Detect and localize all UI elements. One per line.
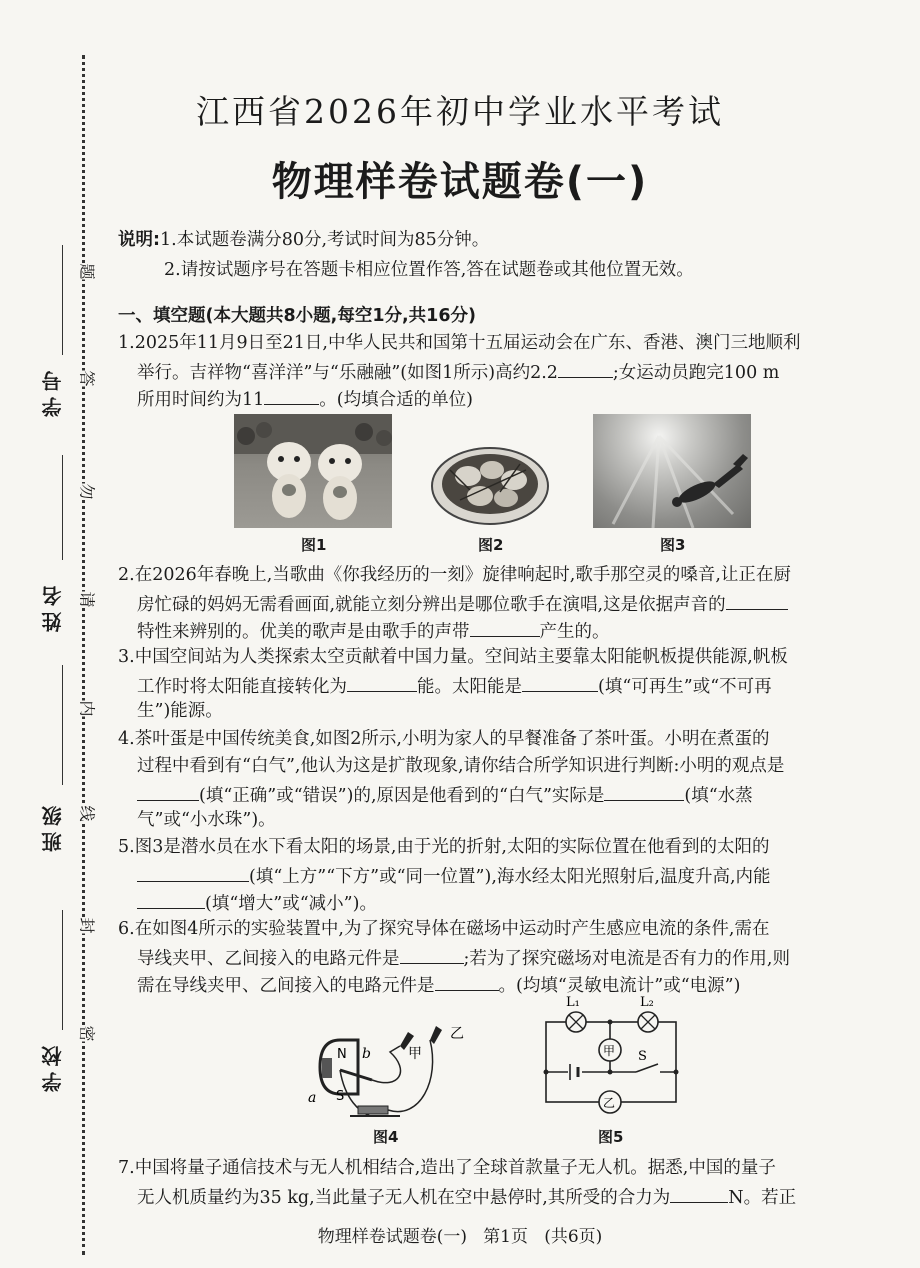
- answer-blank[interactable]: [264, 384, 319, 405]
- q1-line-3: 所用时间约为11 。(均填合适的单位): [137, 384, 473, 414]
- q3-line-3: 生”)能源。: [137, 701, 223, 721]
- fig4-label-a: a: [308, 1090, 317, 1106]
- fig5-label-l2: L₂: [640, 995, 654, 1010]
- answer-blank[interactable]: [670, 1182, 728, 1203]
- fig4-label-yi: 乙: [450, 1026, 464, 1042]
- diver-underwater-image: [593, 414, 751, 528]
- answer-blank[interactable]: [347, 671, 417, 692]
- answer-blank[interactable]: [137, 780, 199, 801]
- figure-2-photo: [430, 440, 550, 526]
- margin-blank-line: [62, 455, 63, 560]
- q6-line-1: 6.在如图4所示的实验装置中,为了探究导体在磁场中运动时产生感应电流的条件,需在: [118, 919, 770, 939]
- margin-label-student-id: 学号: [41, 365, 65, 417]
- margin-label-school: 学校: [41, 1040, 65, 1092]
- q3-line-1: 3.中国空间站为人类探索太空贡献着中国力量。空间站主要靠太阳能帆板提供能源,帆板: [118, 647, 788, 667]
- q5-line-2: (填“上方”“下方”或“同一位置”),海水经太阳光照射后,温度升高,内能: [137, 861, 771, 891]
- answer-blank[interactable]: [137, 888, 205, 909]
- fig5-label-s: S: [638, 1049, 647, 1064]
- answer-blank[interactable]: [604, 780, 684, 801]
- margin-blank-line: [62, 665, 63, 785]
- q7-line-2: 无人机质量约为35 kg,当此量子无人机在空中悬停时,其所受的合力为 N。若正: [137, 1182, 796, 1212]
- figure-4-caption: 图4: [373, 1128, 399, 1146]
- fig5-label-jia: 甲: [603, 1044, 616, 1058]
- answer-blank[interactable]: [726, 589, 788, 610]
- seal-char: 请: [75, 591, 102, 607]
- section-heading: 一、填空题(本大题共8小题,每空1分,共16分): [118, 306, 476, 326]
- answer-blank[interactable]: [137, 861, 249, 882]
- figure-2-caption: 图2: [478, 536, 504, 554]
- exam-title: 江西省2026年初中学业水平考试: [196, 92, 724, 131]
- tea-eggs-image: [430, 440, 550, 526]
- margin-blank-line: [62, 245, 63, 355]
- instructions-label: 说明:: [118, 230, 160, 250]
- answer-blank[interactable]: [435, 970, 499, 991]
- figure-5-circuit: [540, 992, 690, 1124]
- figure-1-caption: 图1: [301, 536, 327, 554]
- paper-title: 物理样卷试题卷(一): [271, 159, 649, 205]
- fig4-label-s: S: [336, 1089, 345, 1104]
- page-footer: 物理样卷试题卷(一) 第1页 (共6页): [317, 1227, 603, 1247]
- figure-4-diagram: [300, 1020, 490, 1130]
- figure-3-photo: [593, 414, 751, 528]
- binding-dotted-line: [82, 55, 85, 1255]
- q4-line-4: 气”或“小水珠”)。: [137, 810, 276, 830]
- answer-blank[interactable]: [400, 943, 464, 964]
- instructions-line-1: [118, 227, 489, 254]
- q2-line-2: 房忙碌的妈妈无需看画面,就能立刻分辨出是哪位歌手在演唱,这是依据声音的: [137, 589, 788, 619]
- figure-3-caption: 图3: [660, 536, 686, 554]
- seal-char: 内: [75, 700, 102, 716]
- q2-line-1: 2.在2026年春晚上,当歌曲《你我经历的一刻》旋律响起时,歌手那空灵的嗓音,让正在厨: [118, 565, 791, 585]
- margin-label-name: 姓名: [41, 580, 65, 632]
- q4-line-3: (填“正确”或“错误”)的,原因是他看到的“白气”实际是 (填“水蒸: [137, 780, 753, 810]
- q1-line-2: 举行。吉祥物“喜洋洋”与“乐融融”(如图1所示)高约2.2 ;女运动员跑完100 m: [137, 357, 779, 387]
- seal-char: 答: [75, 370, 102, 386]
- instructions-line-2: 2.请按试题序号在答题卡相应位置作答,答在试题卷或其他位置无效。: [164, 260, 694, 280]
- seal-char: 密: [75, 1025, 102, 1041]
- q7-line-1: 7.中国将量子通信技术与无人机相结合,造出了全球首款量子无人机。据悉,中国的量子: [118, 1158, 776, 1178]
- q2-line-3: 特性来辨别的。优美的歌声是由歌手的声带 产生的。: [137, 616, 610, 646]
- q4-line-2: 过程中看到有“白气”,他认为这是扩散现象,请你结合所学知识进行判断:小明的观点是: [137, 756, 785, 776]
- q5-line-3: (填“增大”或“减小”)。: [137, 888, 377, 918]
- margin-label-class: 班级: [41, 800, 65, 852]
- q6-line-3: 需在导线夹甲、乙间接入的电路元件是 。(均填“灵敏电流计”或“电源”): [137, 970, 740, 1000]
- figure-5-caption: 图5: [598, 1128, 624, 1146]
- figure-1-photo: [234, 414, 392, 528]
- q4-line-1: 4.茶叶蛋是中国传统美食,如图2所示,小明为家人的早餐准备了茶叶蛋。小明在煮蛋的: [118, 729, 770, 749]
- seal-char: 封: [75, 917, 102, 933]
- q5-line-1: 5.图3是潜水员在水下看太阳的场景,由于光的折射,太阳的实际位置在他看到的太阳的: [118, 837, 770, 857]
- seal-char: 题: [75, 263, 102, 279]
- q6-line-2: 导线夹甲、乙间接入的电路元件是 ;若为了探究磁场对电流是否有力的作用,则: [137, 943, 790, 973]
- fig4-label-n: N: [337, 1047, 347, 1062]
- fig5-label-l1: L₁: [566, 995, 580, 1010]
- answer-blank[interactable]: [522, 671, 598, 692]
- answer-blank[interactable]: [558, 357, 613, 378]
- q3-line-2: 工作时将太阳能直接转化为 能。太阳能是 (填“可再生”或“不可再: [137, 671, 772, 701]
- q1-line-1: 1.2025年11月9日至21日,中华人民共和国第十五届运动会在广东、香港、澳门三地顺利: [118, 333, 801, 353]
- fig5-label-yi: 乙: [603, 1096, 616, 1110]
- answer-blank[interactable]: [470, 616, 540, 637]
- margin-blank-line: [62, 910, 63, 1030]
- seal-char: 线: [75, 805, 102, 821]
- seal-char: 勿: [75, 483, 102, 499]
- mascot-image: [234, 414, 392, 528]
- fig4-label-jia: 甲: [408, 1046, 422, 1062]
- fig4-label-b: b: [362, 1046, 371, 1062]
- instructions-text: 1.本试题卷满分80分,考试时间为85分钟。: [160, 230, 490, 250]
